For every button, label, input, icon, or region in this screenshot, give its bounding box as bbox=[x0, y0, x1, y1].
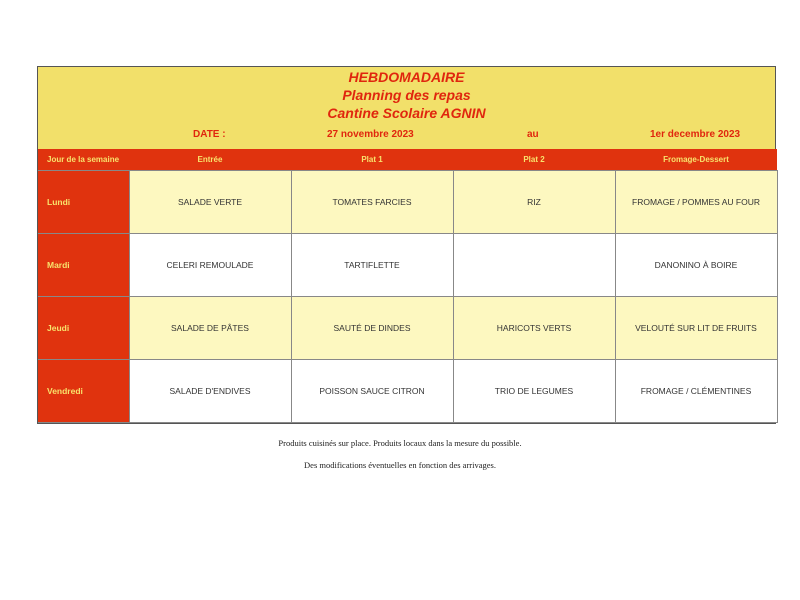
date-label: DATE : bbox=[193, 129, 226, 140]
table-row bbox=[38, 171, 777, 234]
column-header-day: Jour de la semaine bbox=[38, 149, 129, 171]
menu-header bbox=[38, 67, 775, 149]
plat2-cell: RIZ bbox=[453, 171, 615, 234]
entree-cell: SALADE VERTE bbox=[129, 171, 291, 234]
footer-note-1: Produits cuisinés sur place. Produits locaux dans la mesure du possible. bbox=[278, 438, 522, 448]
day-cell: Mardi bbox=[38, 234, 129, 297]
dessert-cell: FROMAGE / POMMES AU FOUR bbox=[615, 171, 777, 234]
plat1-cell: POISSON SAUCE CITRON bbox=[291, 360, 453, 423]
table-row bbox=[38, 297, 777, 360]
date-end: 1er decembre 2023 bbox=[650, 129, 741, 140]
plat1-cell: TOMATES FARCIES bbox=[291, 171, 453, 234]
table-row bbox=[38, 234, 777, 297]
day-cell: Lundi bbox=[38, 171, 129, 234]
date-separator: au bbox=[527, 129, 539, 140]
dessert-cell: VELOUTÉ SUR LIT DE FRUITS bbox=[615, 297, 777, 360]
column-header-row bbox=[38, 149, 777, 171]
plat2-cell: TRIO DE LEGUMES bbox=[453, 360, 615, 423]
entree-cell: SALADE DE PÂTES bbox=[129, 297, 291, 360]
meal-grid bbox=[38, 149, 778, 423]
date-row bbox=[38, 129, 775, 143]
column-header-plat1: Plat 1 bbox=[291, 149, 453, 171]
plat2-cell bbox=[453, 234, 615, 297]
plat1-cell: TARTIFLETTE bbox=[291, 234, 453, 297]
title-line-2: Planning des repas bbox=[342, 87, 471, 103]
column-header-dessert: Fromage-Dessert bbox=[615, 149, 777, 171]
column-header-entree: Entrée bbox=[129, 149, 291, 171]
table-row bbox=[38, 360, 777, 423]
entree-cell: CELERI REMOULADE bbox=[129, 234, 291, 297]
title-line-3: Cantine Scolaire AGNIN bbox=[327, 105, 486, 121]
date-start: 27 novembre 2023 bbox=[327, 129, 414, 140]
plat2-cell: HARICOTS VERTS bbox=[453, 297, 615, 360]
menu-title bbox=[38, 67, 775, 122]
title-line-1: HEBDOMADAIRE bbox=[348, 69, 465, 85]
footer-note-2: Des modifications éventuelles en fonction des arrivages. bbox=[304, 460, 496, 470]
dessert-cell: DANONINO À BOIRE bbox=[615, 234, 777, 297]
entree-cell: SALADE D'ENDIVES bbox=[129, 360, 291, 423]
menu-table bbox=[37, 66, 776, 424]
dessert-cell: FROMAGE / CLÉMENTINES bbox=[615, 360, 777, 423]
plat1-cell: SAUTÉ DE DINDES bbox=[291, 297, 453, 360]
day-cell: Jeudi bbox=[38, 297, 129, 360]
column-header-plat2: Plat 2 bbox=[453, 149, 615, 171]
day-cell: Vendredi bbox=[38, 360, 129, 423]
